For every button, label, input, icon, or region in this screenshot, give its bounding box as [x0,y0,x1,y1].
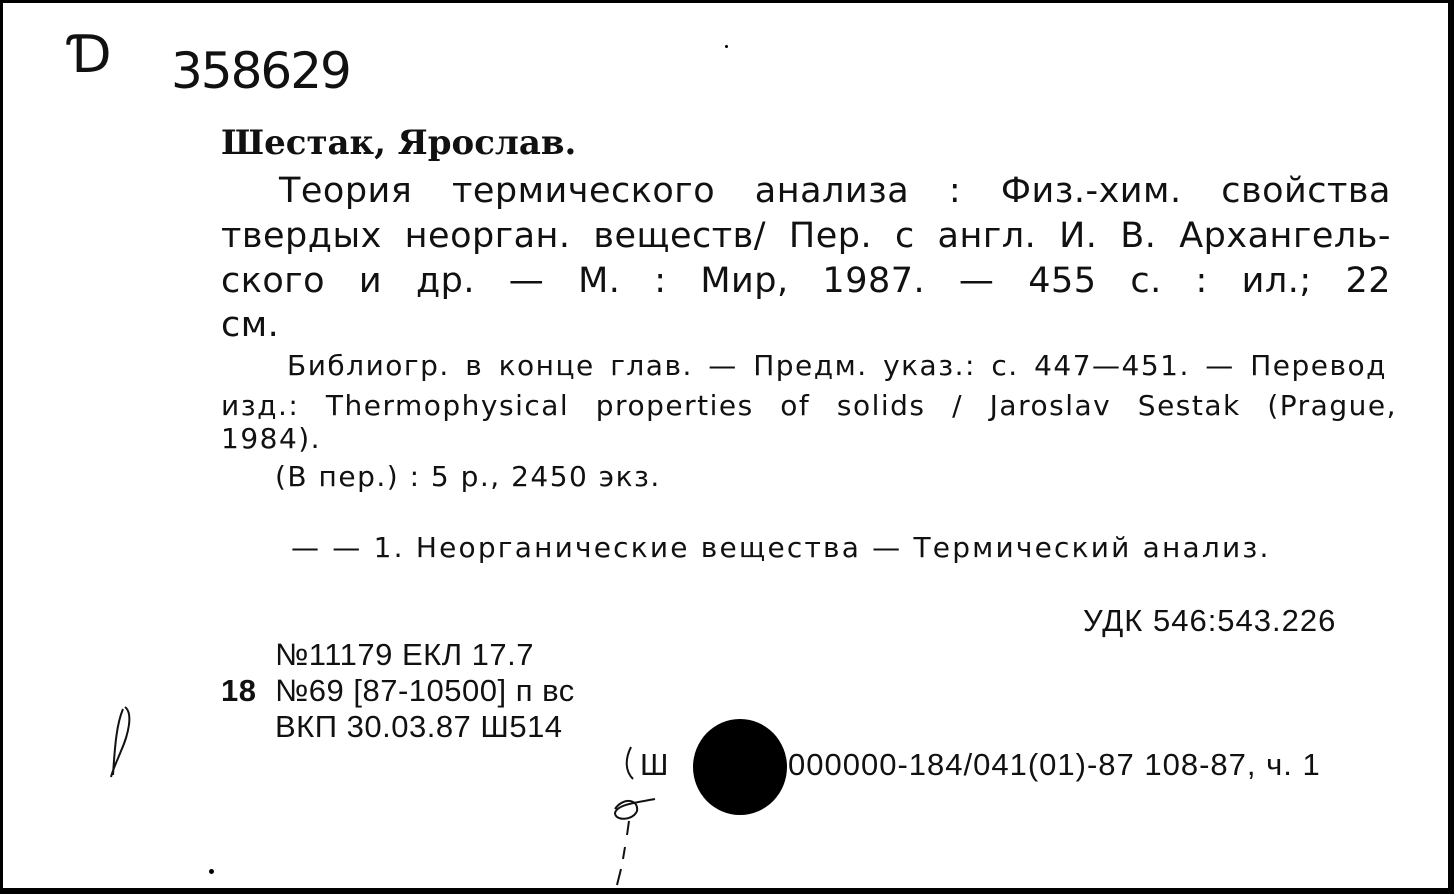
bibliography-note-line: Библиогр. в конце глав. — Предм. указ.: с. 447—451. — Перевод [287,349,1387,382]
registry-line: №11179 ЕКЛ 17.7 [275,637,534,672]
registry-line: №69 [87-10500] п вс [275,673,575,708]
handwritten-mark-bottom [603,739,683,889]
bibliography-note-line: 1984). [221,422,322,455]
description-line: см. [221,305,280,345]
speck [725,45,728,48]
serial-number: 000000-184/041(01)-87 108-87, ч. 1 [788,747,1321,782]
card-number: 358629 [171,42,350,100]
subject-heading: — — 1. Неорганические вещества — Термический анализ. [291,531,1271,564]
speck [209,869,214,874]
registry-prefix: 18 [221,673,257,708]
description-line: ского и др. — М. : Мир, 1987. — 455 с. : ил.; 22 [221,261,1391,301]
udc-code: УДК 546:543.226 [1083,603,1337,638]
registry-line: ВКП 30.03.87 Ш514 [275,709,563,744]
price-line: (В пер.) : 5 р., 2450 экз. [275,460,661,493]
serial-prefix: Ш [640,747,669,782]
description-line: твердых неорган. веществ/ Пер. с англ. И. В. Архангель- [221,216,1391,256]
punch-hole [693,719,787,815]
handwritten-mark-left [103,703,143,783]
author-heading: Шестак, Ярослав. [221,123,577,163]
catalog-mark-glyph: Ɗ [69,25,112,85]
bibliography-note-line: изд.: Thermophysical properties of solids / Jaroslav Sestak (Prague, [221,389,1397,422]
description-line: Теория термического анализа : Физ.-хим. свойства [279,171,1391,211]
